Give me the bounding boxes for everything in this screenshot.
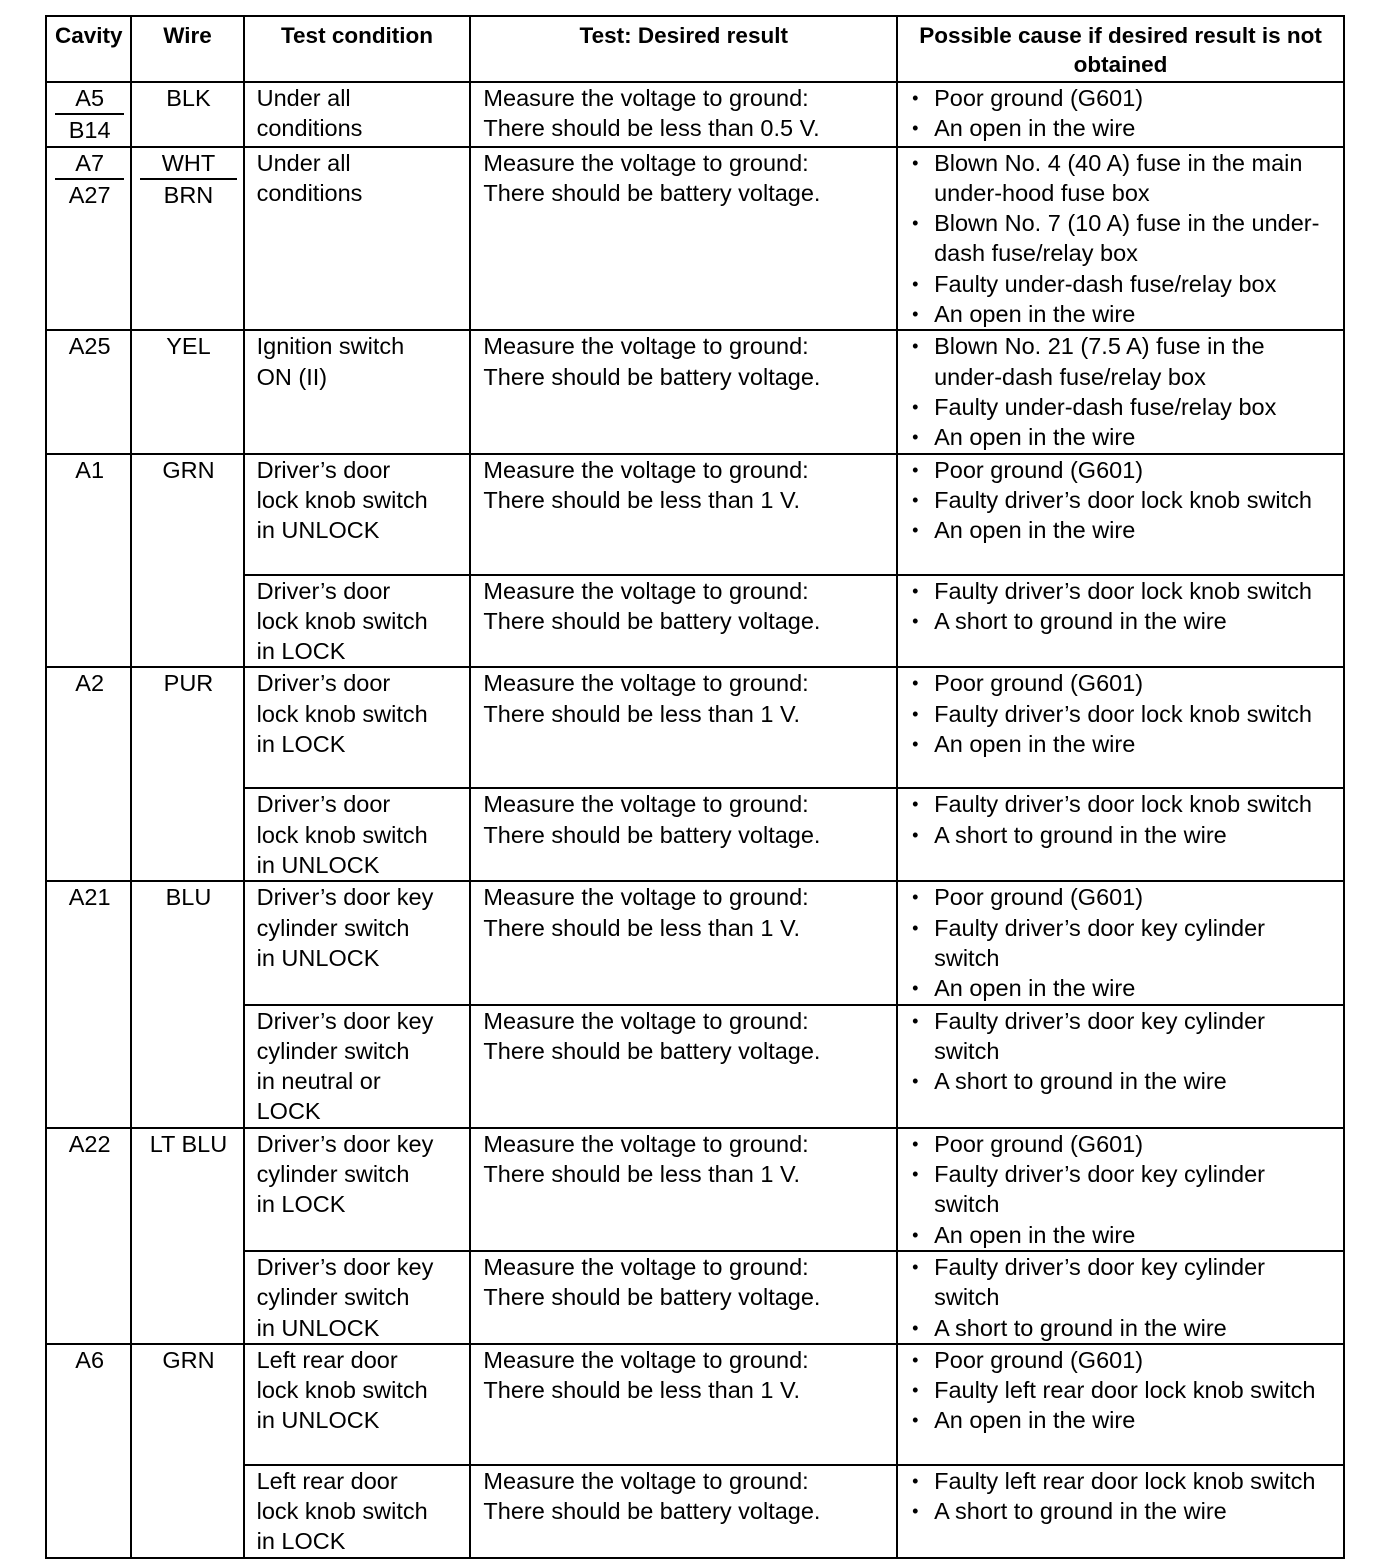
wire-color: WHT	[161, 149, 216, 176]
cause-cell	[897, 667, 1344, 788]
result-line: Measure the voltage to ground:	[483, 1007, 809, 1034]
cause-item: • Faulty driver’s door lock knob switch	[910, 699, 1333, 729]
result-line: There should be less than 1 V.	[483, 700, 801, 727]
cause-item: • Faulty driver’s door lock knob switch	[910, 576, 1333, 606]
cause-cell	[897, 1344, 1344, 1465]
cause-item: • Faulty driver’s door key cylinder switch	[910, 1006, 1333, 1067]
result-line: Measure the voltage to ground:	[483, 1253, 809, 1280]
condition-line: in UNLOCK	[256, 944, 380, 971]
condition-cell	[244, 1005, 471, 1128]
condition-cell	[244, 1251, 471, 1344]
condition-line: Driver’s door	[256, 670, 391, 697]
result-line: Measure the voltage to ground:	[483, 456, 809, 483]
condition-line: cylinder switch	[256, 1037, 410, 1064]
cause-list	[910, 576, 1333, 637]
cause-item: • Blown No. 4 (40 A) fuse in the main under-hood fuse box	[910, 148, 1333, 209]
condition-line: lock knob switch	[256, 700, 428, 727]
result-line: There should be battery voltage.	[483, 1284, 821, 1311]
condition-line: in UNLOCK	[256, 852, 380, 879]
condition-line: cylinder switch	[256, 914, 410, 941]
cause-cell	[897, 1465, 1344, 1558]
result-line: There should be battery voltage.	[483, 1037, 821, 1064]
cause-item: • Faulty under-dash fuse/relay box	[910, 392, 1333, 422]
result-line: Measure the voltage to ground:	[483, 149, 809, 176]
condition-cell	[244, 1465, 471, 1558]
condition-line: Driver’s door key	[256, 884, 434, 911]
result-cell	[470, 454, 897, 575]
cavity-id: A6	[75, 1346, 105, 1373]
result-line: Measure the voltage to ground:	[483, 1130, 809, 1157]
condition-line: in LOCK	[256, 1191, 346, 1218]
cause-list	[910, 148, 1333, 330]
wire-color: GRN	[162, 456, 215, 483]
cause-item: • An open in the wire	[910, 422, 1333, 452]
cause-list	[910, 1129, 1333, 1250]
cause-cell	[897, 454, 1344, 575]
result-line: Measure the voltage to ground:	[483, 1346, 809, 1373]
condition-line: Driver’s door key	[256, 1253, 434, 1280]
cause-cell	[897, 1128, 1344, 1251]
cause-item: • An open in the wire	[910, 1220, 1333, 1250]
cause-cell	[897, 1251, 1344, 1344]
cause-item: • An open in the wire	[910, 1405, 1333, 1435]
cavity-id: A27	[55, 178, 124, 210]
condition-line: Under all	[256, 149, 351, 176]
cause-item: • An open in the wire	[910, 113, 1333, 143]
header-test-condition: Test condition	[244, 16, 471, 82]
result-cell	[470, 575, 897, 668]
condition-line: in UNLOCK	[256, 1407, 380, 1434]
cause-item: • An open in the wire	[910, 973, 1333, 1003]
wire-cell	[131, 1344, 243, 1558]
table-header-row	[46, 16, 1344, 82]
cause-item: • A short to ground in the wire	[910, 606, 1333, 636]
cause-list	[910, 1006, 1333, 1097]
header-wire: Wire	[131, 16, 243, 82]
result-line: There should be battery voltage.	[483, 607, 821, 634]
condition-line: ON (II)	[256, 363, 328, 390]
wire-cell	[131, 667, 243, 881]
cavity-id: B14	[55, 113, 124, 145]
wire-cell	[131, 1128, 243, 1344]
condition-line: LOCK	[256, 1098, 321, 1125]
table-row	[46, 881, 1344, 1004]
connector-test-table	[45, 15, 1345, 1559]
condition-line: cylinder switch	[256, 1284, 410, 1311]
result-line: There should be less than 0.5 V.	[483, 115, 820, 142]
cause-item: • An open in the wire	[910, 299, 1333, 329]
condition-line: Driver’s door	[256, 791, 391, 818]
cause-cell	[897, 881, 1344, 1004]
cause-item: • Poor ground (G601)	[910, 882, 1333, 912]
condition-cell	[244, 82, 471, 147]
cause-item: • A short to ground in the wire	[910, 1066, 1333, 1096]
condition-line: Driver’s door	[256, 456, 391, 483]
cause-item: • Poor ground (G601)	[910, 83, 1333, 113]
result-cell	[470, 1344, 897, 1465]
cause-list	[910, 83, 1333, 144]
header-cavity: Cavity	[46, 16, 131, 82]
condition-line: Left rear door	[256, 1346, 398, 1373]
cause-item: • Blown No. 21 (7.5 A) fuse in the under-dash fuse/relay box	[910, 331, 1333, 392]
condition-line: lock knob switch	[256, 821, 428, 848]
cavity-id: A1	[75, 456, 105, 483]
result-line: There should be less than 1 V.	[483, 1377, 801, 1404]
cavity-id: A5	[75, 85, 105, 111]
wire-cell	[131, 82, 243, 147]
cause-cell	[897, 330, 1344, 453]
cause-item: • A short to ground in the wire	[910, 1496, 1333, 1526]
cavity-cell	[46, 667, 131, 881]
cavity-id: A25	[68, 333, 111, 360]
cause-item: • Faulty driver’s door lock knob switch	[910, 485, 1333, 515]
condition-cell	[244, 575, 471, 668]
cause-cell	[897, 1005, 1344, 1128]
result-cell	[470, 1465, 897, 1558]
table-row	[46, 147, 1344, 331]
cavity-id: A2	[75, 670, 105, 697]
result-cell	[470, 330, 897, 453]
cause-list	[910, 668, 1333, 759]
result-line: There should be battery voltage.	[483, 179, 821, 206]
condition-cell	[244, 667, 471, 788]
cause-item: • A short to ground in the wire	[910, 1313, 1333, 1343]
wire-color: PUR	[163, 670, 214, 697]
wire-cell	[131, 147, 243, 331]
cause-list	[910, 1466, 1333, 1527]
cavity-cell	[46, 330, 131, 453]
condition-line: in UNLOCK	[256, 517, 380, 544]
wire-color: BLU	[165, 884, 212, 911]
table-row	[46, 1344, 1344, 1465]
result-line: There should be less than 1 V.	[483, 486, 801, 513]
cause-item: • Faulty driver’s door key cylinder switch	[910, 1252, 1333, 1313]
condition-cell	[244, 1128, 471, 1251]
condition-line: Under all	[256, 85, 351, 111]
condition-line: cylinder switch	[256, 1161, 410, 1188]
result-cell	[470, 881, 897, 1004]
condition-line: lock knob switch	[256, 486, 428, 513]
cause-item: • Poor ground (G601)	[910, 455, 1333, 485]
condition-line: in UNLOCK	[256, 1314, 380, 1341]
condition-line: in LOCK	[256, 638, 346, 665]
wire-color: BRN	[140, 178, 236, 210]
cause-item: • A short to ground in the wire	[910, 820, 1333, 850]
condition-line: in LOCK	[256, 1528, 346, 1555]
table-row	[46, 1128, 1344, 1251]
cavity-cell	[46, 147, 131, 331]
condition-cell	[244, 1344, 471, 1465]
wire-color: GRN	[162, 1346, 215, 1373]
cause-item: • An open in the wire	[910, 729, 1333, 759]
cause-list	[910, 1252, 1333, 1343]
result-cell	[470, 1005, 897, 1128]
condition-cell	[244, 330, 471, 453]
result-line: There should be less than 1 V.	[483, 914, 801, 941]
result-cell	[470, 788, 897, 881]
cause-list	[910, 455, 1333, 546]
condition-line: Ignition switch	[256, 333, 405, 360]
result-line: Measure the voltage to ground:	[483, 791, 809, 818]
header-possible-cause: Possible cause if desired result is not obtained	[897, 16, 1344, 82]
wire-color: LT BLU	[149, 1130, 228, 1157]
condition-cell	[244, 788, 471, 881]
cause-cell	[897, 788, 1344, 881]
cause-item: • Blown No. 7 (10 A) fuse in the under-dash fuse/relay box	[910, 208, 1333, 269]
wire-color: BLK	[166, 85, 211, 111]
cause-item: • Faulty driver’s door key cylinder switch	[910, 1159, 1333, 1220]
condition-cell	[244, 881, 471, 1004]
condition-cell	[244, 147, 471, 331]
wire-cell	[131, 881, 243, 1127]
cavity-cell	[46, 1344, 131, 1558]
result-cell	[470, 82, 897, 147]
result-line: There should be battery voltage.	[483, 363, 821, 390]
cause-item: • An open in the wire	[910, 515, 1333, 545]
table-row	[46, 330, 1344, 453]
condition-line: in neutral or	[256, 1068, 381, 1095]
cause-item: • Faulty driver’s door key cylinder switch	[910, 913, 1333, 974]
cause-item: • Faulty left rear door lock knob switch	[910, 1466, 1333, 1496]
cause-cell	[897, 147, 1344, 331]
cavity-cell	[46, 881, 131, 1127]
cause-item: • Faulty driver’s door lock knob switch	[910, 789, 1333, 819]
result-line: Measure the voltage to ground:	[483, 577, 809, 604]
cavity-cell	[46, 82, 131, 147]
cause-list	[910, 789, 1333, 850]
cavity-cell	[46, 454, 131, 668]
cavity-id: A21	[68, 884, 111, 911]
condition-line: conditions	[256, 115, 363, 142]
table-row	[46, 667, 1344, 788]
cause-item: • Poor ground (G601)	[910, 1129, 1333, 1159]
cause-cell	[897, 82, 1344, 147]
table-row	[46, 454, 1344, 575]
cause-item: • Poor ground (G601)	[910, 668, 1333, 698]
result-cell	[470, 147, 897, 331]
wire-cell	[131, 454, 243, 668]
cause-list	[910, 331, 1333, 452]
condition-line: Driver’s door	[256, 577, 391, 604]
troubleshooting-page	[45, 15, 1345, 1559]
condition-line: conditions	[256, 179, 363, 206]
cause-item: • Faulty left rear door lock knob switch	[910, 1375, 1333, 1405]
table-row	[46, 82, 1344, 147]
result-line: Measure the voltage to ground:	[483, 1467, 809, 1494]
result-line: There should be battery voltage.	[483, 821, 821, 848]
result-line: Measure the voltage to ground:	[483, 884, 809, 911]
result-line: There should be less than 1 V.	[483, 1161, 801, 1188]
condition-line: Left rear door	[256, 1467, 398, 1494]
condition-line: lock knob switch	[256, 1377, 428, 1404]
condition-line: lock knob switch	[256, 607, 428, 634]
cavity-id: A22	[68, 1130, 111, 1157]
cause-item: • Poor ground (G601)	[910, 1345, 1333, 1375]
condition-cell	[244, 454, 471, 575]
result-line: There should be battery voltage.	[483, 1498, 821, 1525]
wire-cell	[131, 330, 243, 453]
cause-list	[910, 1345, 1333, 1436]
result-cell	[470, 1251, 897, 1344]
wire-color: YEL	[166, 333, 211, 360]
result-line: Measure the voltage to ground:	[483, 670, 809, 697]
condition-line: Driver’s door key	[256, 1007, 434, 1034]
cause-item: • Faulty under-dash fuse/relay box	[910, 269, 1333, 299]
cavity-id: A7	[75, 149, 105, 176]
header-desired-result: Test: Desired result	[470, 16, 897, 82]
result-line: Measure the voltage to ground:	[483, 333, 809, 360]
condition-line: lock knob switch	[256, 1498, 428, 1525]
cause-list	[910, 882, 1333, 1003]
cavity-cell	[46, 1128, 131, 1344]
condition-line: Driver’s door key	[256, 1130, 434, 1157]
result-cell	[470, 1128, 897, 1251]
result-cell	[470, 667, 897, 788]
cause-cell	[897, 575, 1344, 668]
result-line: Measure the voltage to ground:	[483, 85, 809, 111]
condition-line: in LOCK	[256, 731, 346, 758]
